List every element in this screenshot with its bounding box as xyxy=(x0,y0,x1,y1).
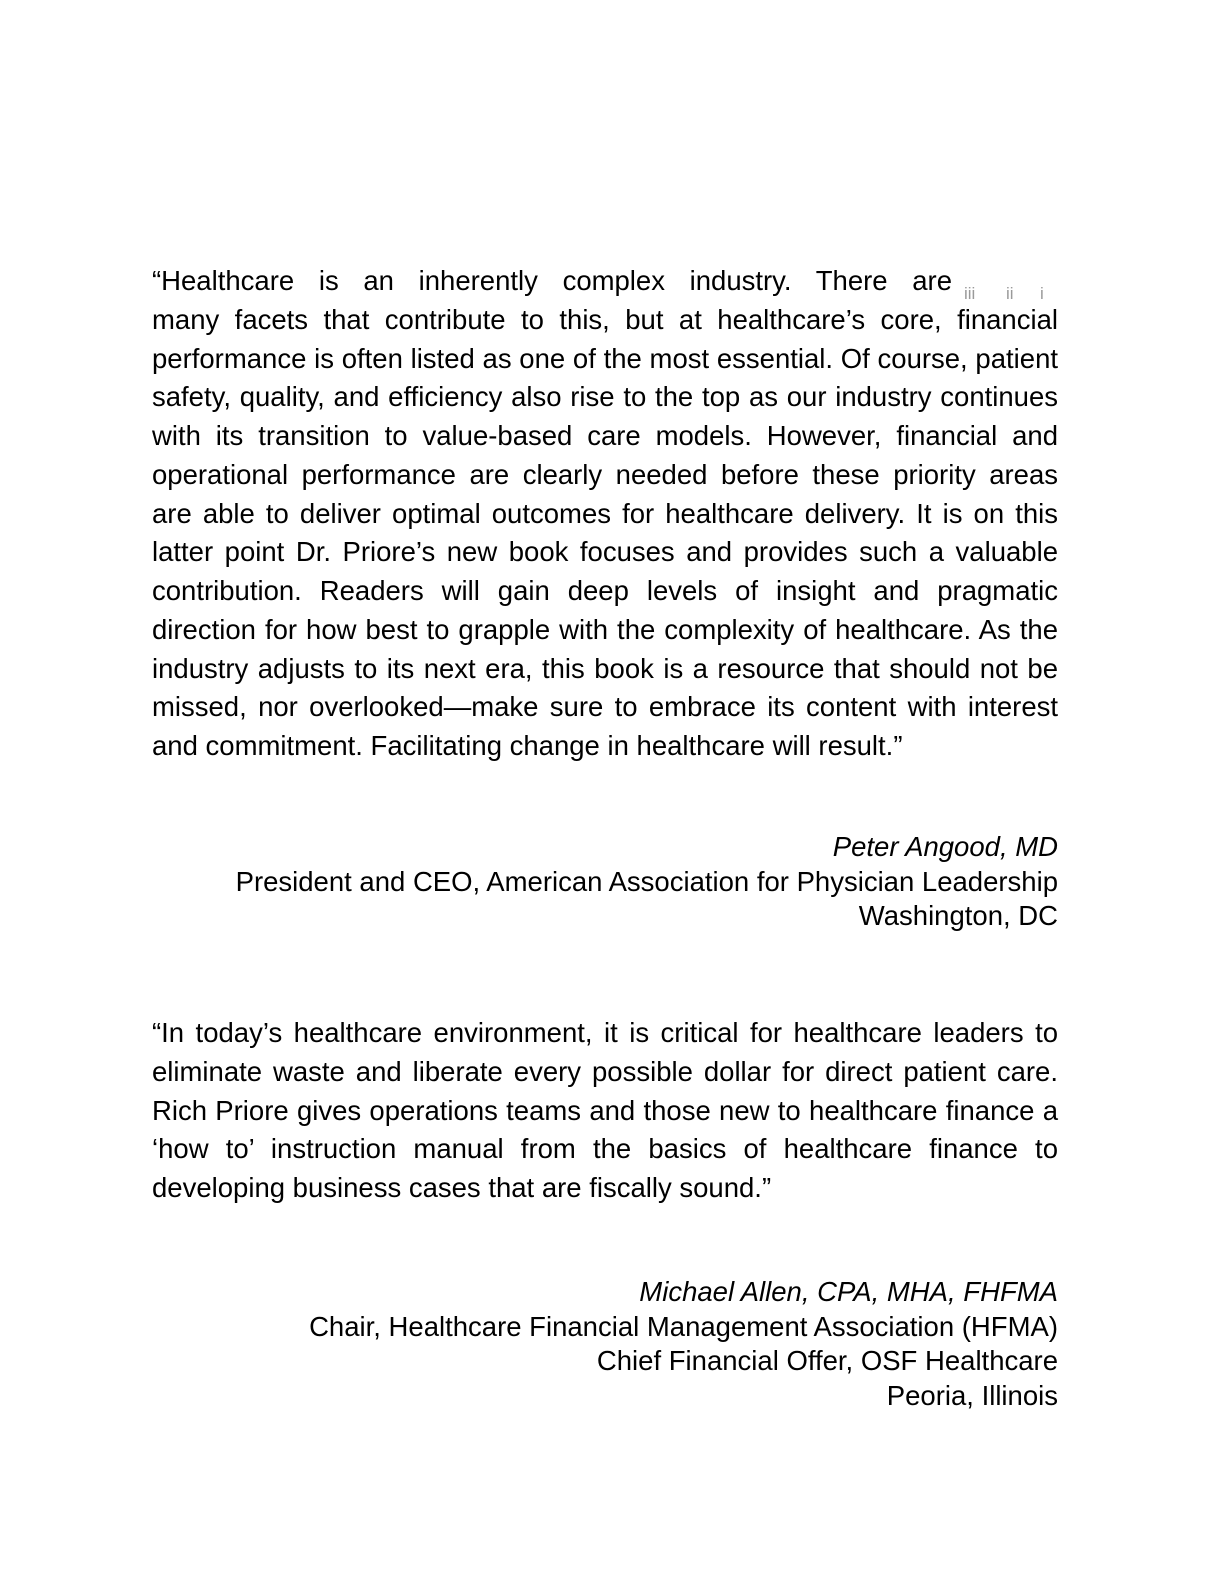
endorser-location: Peoria, Illinois xyxy=(886,1379,1058,1411)
endorser-name: Peter Angood, MD xyxy=(832,831,1058,862)
endorser-title: President and CEO, American Association for Physician Leadership xyxy=(235,865,1058,897)
quote-body: many facets that contribute to this, but at healthcare’s core, financial performance is often listed as one of the most essential. Of course, patient safety, quality, and efficiency also rise to the top as our industry continues with its transition to value-based care models. However, financial and operational performance are clearly needed before these priority areas are able to deliver optimal outcomes for healthcare delivery. It is on this latter point Dr. Priore’s new book focuses and provides such a valuable contribution. Readers will gain deep levels of insight and pragmatic direction for how best to grapple with the complexity of healthcare. As the industry adjusts to its next era, this book is a resource that should not be missed, nor overlooked—make sure to embrace its content with interest and commitment. Facilitating change in healthcare will result.” xyxy=(152,303,1058,761)
endorsement-quote-angood xyxy=(152,262,1058,766)
quote-first-line: “Healthcare is an inherently complex industry. There are xyxy=(152,265,952,296)
endorser-location: Washington, DC xyxy=(858,900,1058,931)
endorser-title-secondary: Chief Financial Offer, OSF Healthcare xyxy=(596,1345,1058,1376)
page-mark: ii xyxy=(1006,284,1014,303)
attribution-angood xyxy=(152,830,1058,934)
attribution-allen xyxy=(152,1275,1058,1413)
page-mark: iii xyxy=(964,284,976,303)
page-mark: i xyxy=(1040,284,1044,303)
endorsement-quote-allen: “In today’s healthcare environment, it is critical for healthcare leaders to eliminate waste and liberate every possible dollar for direct patient care. Rich Priore gives operations teams and those new to healthcare finance a ‘how to’ instruction manual from the basics of healthcare finance to developing business cases that are fiscally sound.” xyxy=(152,1017,1058,1203)
endorser-title: Chair, Healthcare Financial Management Association (HFMA) xyxy=(309,1310,1058,1342)
endorser-name: Michael Allen, CPA, MHA, FHFMA xyxy=(639,1276,1058,1307)
